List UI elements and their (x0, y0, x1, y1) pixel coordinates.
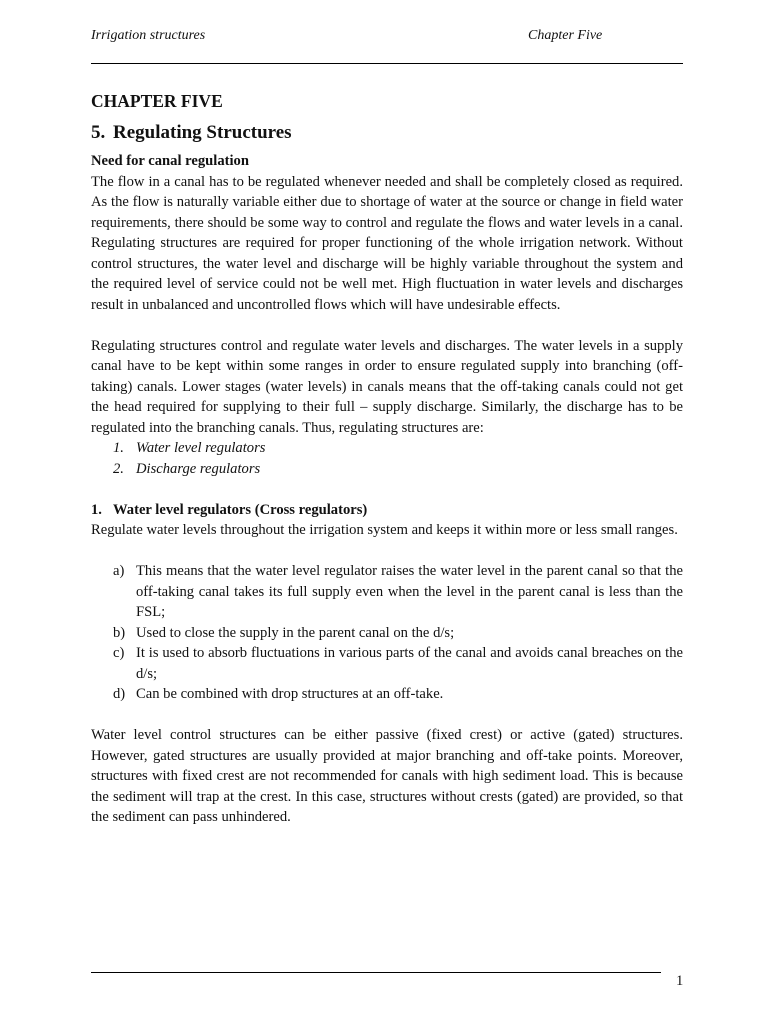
list-item (91, 438, 683, 459)
section-title-text: Regulating Structures (113, 122, 292, 143)
list-letter: b) (113, 624, 126, 641)
spacer (91, 479, 683, 500)
list-item (91, 684, 683, 705)
regulator-types-list (91, 438, 683, 479)
footer-rule (91, 972, 661, 973)
list-item (91, 561, 683, 623)
section-number: 5. (91, 122, 106, 143)
list-text: Can be combined with drop structures at an off-take. (136, 686, 444, 702)
spacer (91, 315, 683, 336)
spacer (91, 541, 683, 562)
list-number: 1. (113, 440, 124, 456)
chapter-label: CHAPTER FIVE (91, 91, 223, 111)
list-text: This means that the water level regulator raises the water level in the parent canal so that the off-taking canal takes its full supply even when the level in the parent canal is less than the FSL; (136, 563, 683, 620)
list-text: Used to close the supply in the parent canal on the d/s; (136, 624, 455, 641)
paragraph-control-structures: Water level control structures can be either passive (fixed crest) or active (gated) structures. However, gated structures are usually provided at major branching and off-take points. Moreover, structures with fixed crest are not recommended for canals with high sediment load. This is because the sediment will trap at the crest. In this case, structures without crests (gated) are provided, so that the sediment can pass unhindered. (91, 727, 683, 825)
running-header-title: Irrigation structures (91, 28, 206, 43)
paragraph-need: The flow in a canal has to be regulated whenever needed and shall be completely closed as required. As the flow is naturally variable either due to shortage of water at the source or change in field water requirements, there should be some way to control and regulate the flows and water levels in a canal. Regulating structures are required for proper functioning of the whole irrigation network. Without control structures, the water level and discharge will be highly variable throughout the system and the required level of service could not be well met. High fluctuation in water levels and discharges result in unbalanced and uncontrolled flows which will have undesirable effects. (91, 173, 683, 313)
list-item (91, 643, 683, 684)
list-letter: a) (113, 563, 125, 579)
subsection-number: 1. (91, 501, 102, 518)
water-level-points-list (91, 561, 683, 705)
list-item (91, 459, 683, 480)
list-text: Discharge regulators (136, 460, 261, 477)
section-title (91, 119, 683, 147)
paragraph-water-level: Regulate water levels throughout the irrigation system and keeps it within more or less small ranges. (91, 522, 678, 538)
running-header-chapter: Chapter Five (528, 28, 603, 43)
need-heading: Need for canal regulation (91, 153, 249, 169)
spacer (91, 705, 683, 726)
page-body (91, 89, 683, 828)
list-text: It is used to absorb fluctuations in various parts of the canal and avoids canal breaches on the d/s; (136, 645, 683, 682)
list-item (91, 623, 683, 644)
list-letter: c) (113, 645, 125, 661)
header-rule (91, 63, 683, 64)
list-letter: d) (113, 686, 126, 702)
subsection-heading (91, 500, 683, 521)
list-text: Water level regulators (136, 440, 266, 456)
subsection-title: Water level regulators (Cross regulators) (113, 501, 368, 518)
paragraph-regulating: Regulating structures control and regulate water levels and discharges. The water levels in a supply canal have to be kept within some ranges in order to ensure regulated supply into branching (off-taking) canals. Lower stages (water levels) in canals means that the off-taking canals could not get the head required for supplying to their full – supply discharge. Similarly, the discharge has to be regulated into the branching canals. Thus, regulating structures are: (91, 337, 683, 436)
list-number: 2. (113, 460, 124, 477)
page-number: 1 (676, 973, 684, 989)
